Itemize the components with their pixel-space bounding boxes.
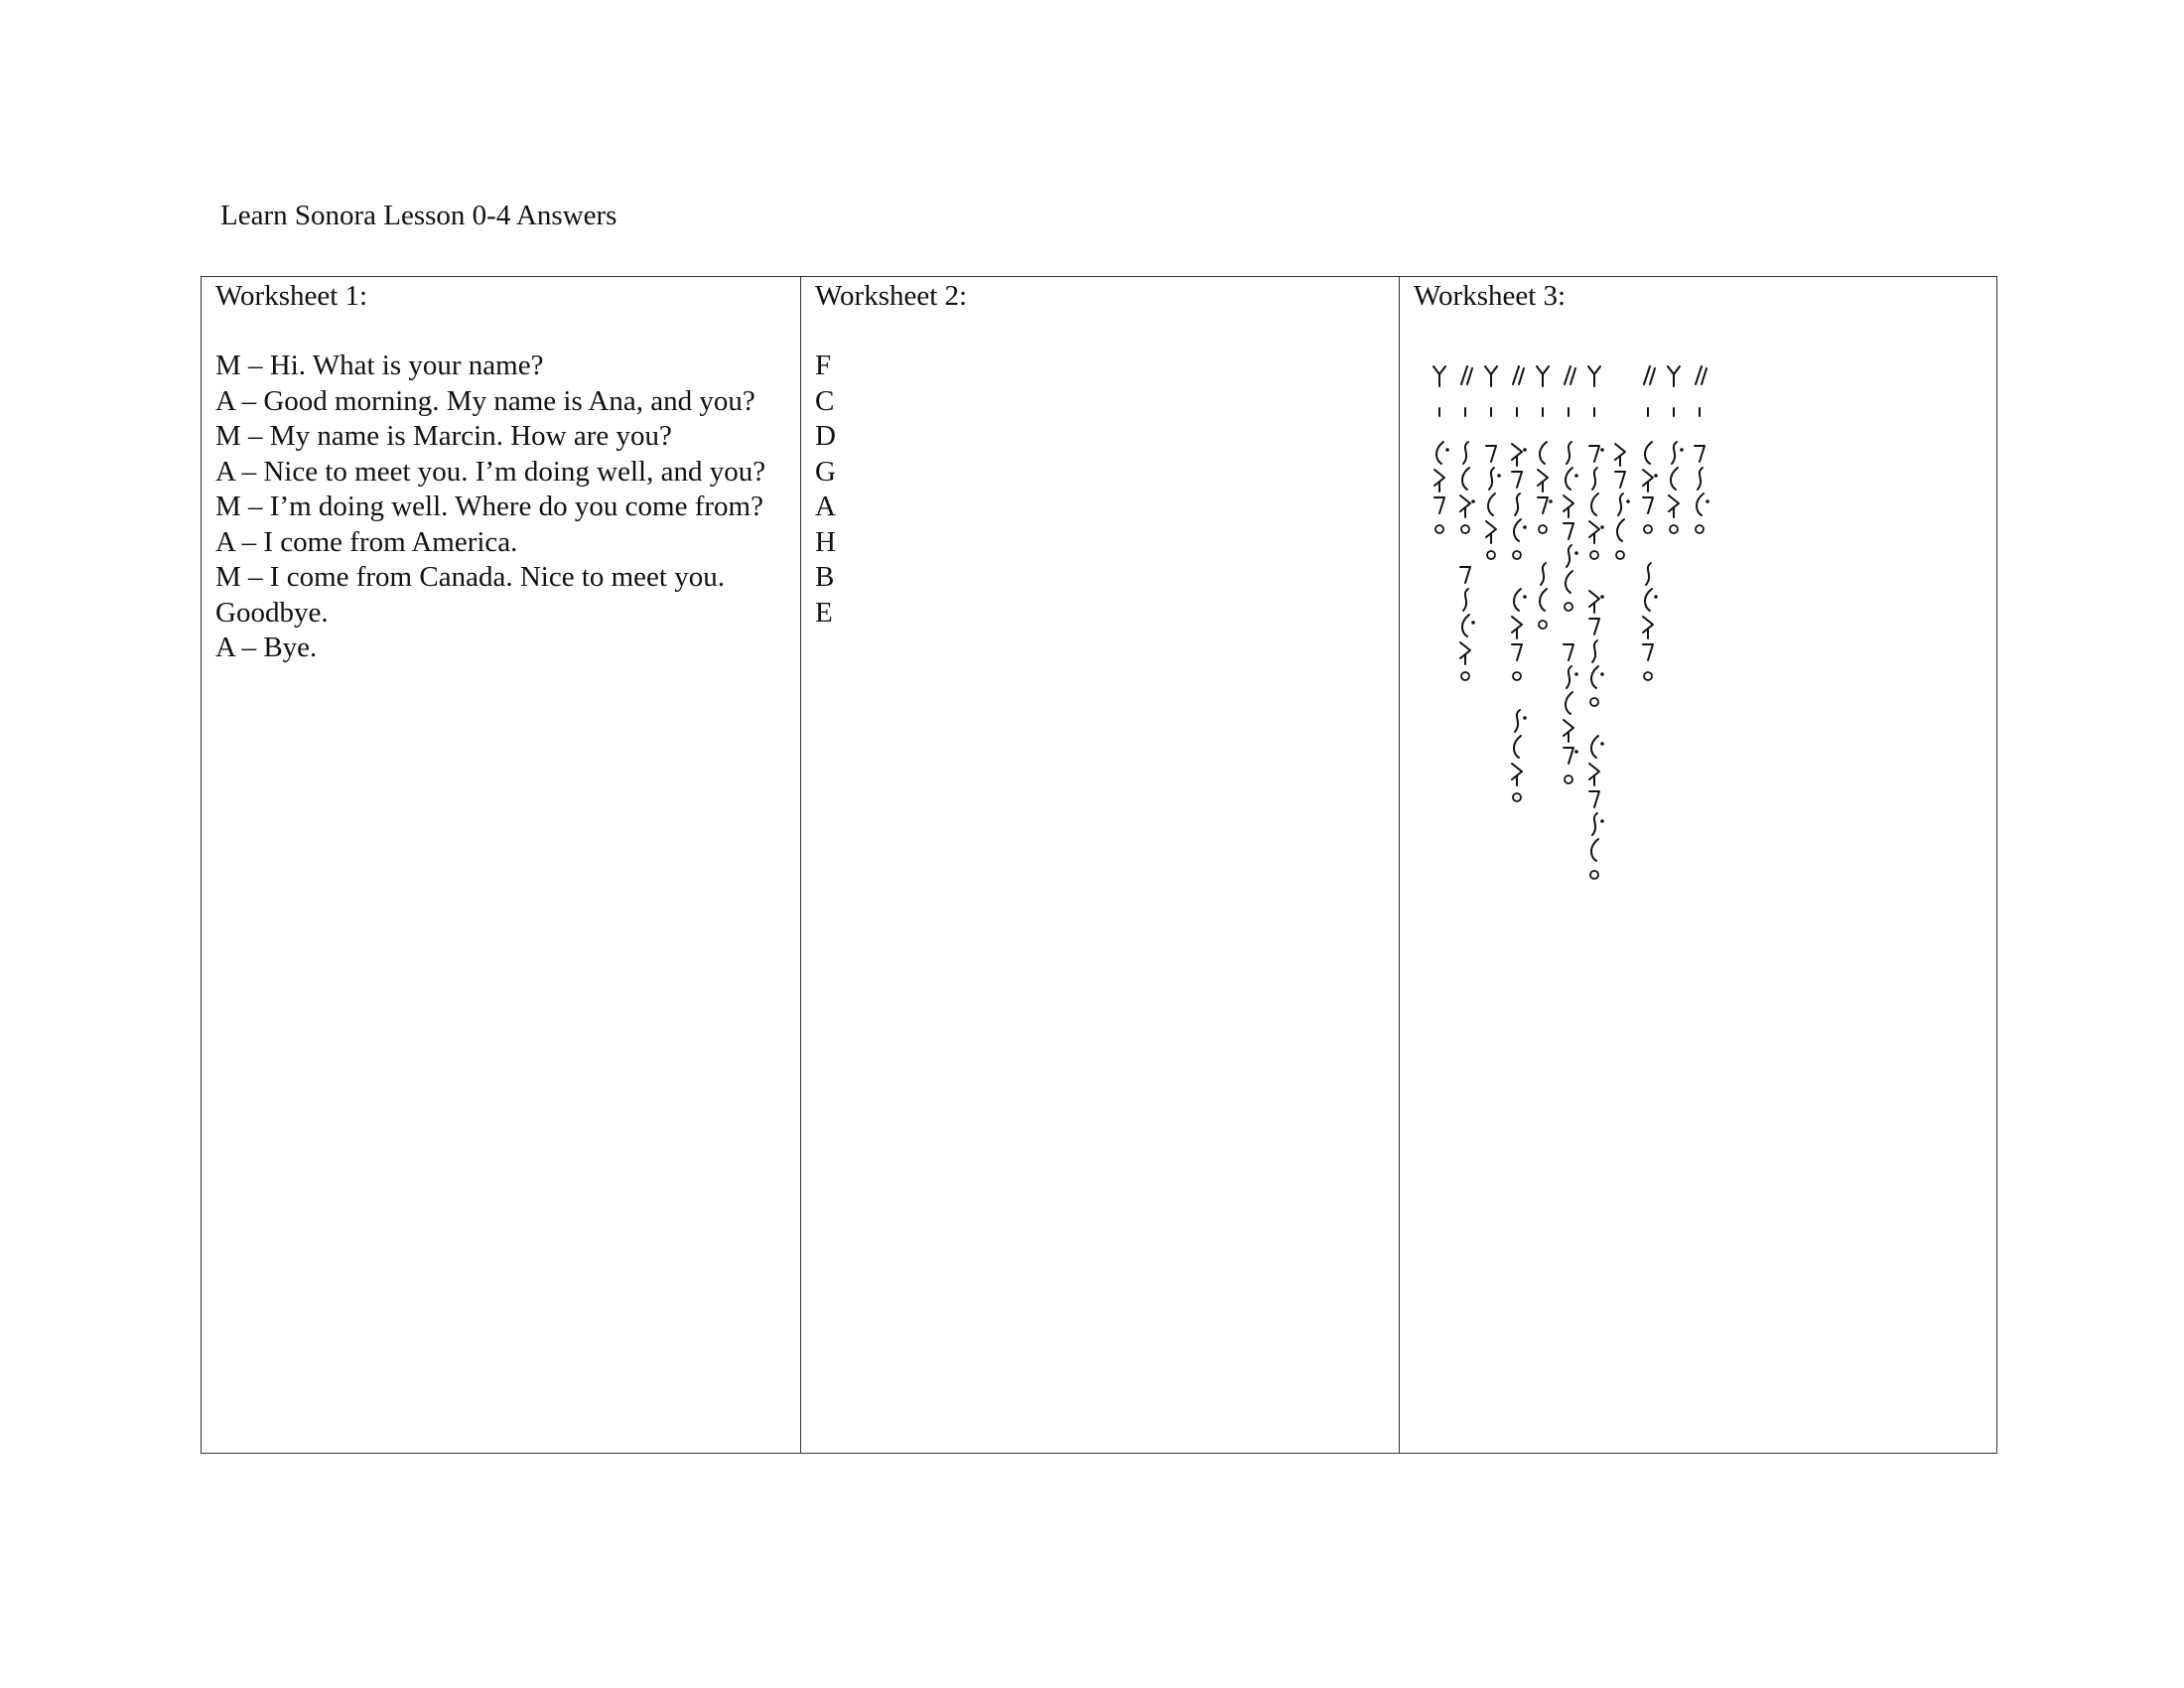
script-stroke — [1588, 366, 1600, 386]
script-stroke — [1591, 493, 1598, 515]
script-stroke — [1486, 521, 1496, 543]
dialogue-line: A – Nice to meet you. I’m doing well, and you? — [215, 455, 766, 488]
sonora-script-drawing — [1430, 364, 1846, 1377]
script-stroke — [1616, 551, 1624, 559]
worksheet-2-answers — [815, 349, 1385, 631]
script-stroke — [1523, 448, 1527, 452]
script-stroke — [1644, 672, 1652, 680]
worksheet-3-heading: Worksheet 3: — [1414, 280, 1567, 312]
script-stroke — [1540, 589, 1547, 611]
script-stroke — [1489, 468, 1494, 490]
script-stroke — [1436, 442, 1443, 464]
script-stroke — [1515, 710, 1520, 732]
document-title: Learn Sonora Lesson 0-4 Answers — [220, 200, 617, 231]
script-stroke — [1644, 366, 1655, 384]
script-stroke — [1564, 644, 1573, 660]
script-stroke — [1590, 698, 1598, 706]
script-stroke — [1617, 519, 1624, 541]
script-stroke — [1462, 468, 1469, 490]
script-stroke — [1567, 442, 1571, 464]
dialogue-line: A – Good morning. My name is Ana, and you? — [215, 384, 755, 417]
script-stroke — [1590, 551, 1598, 559]
script-stroke — [1485, 366, 1497, 386]
script-stroke — [1695, 446, 1705, 462]
script-stroke — [1461, 366, 1472, 384]
script-stroke — [1589, 521, 1599, 543]
script-stroke — [1541, 563, 1546, 585]
script-stroke — [1646, 563, 1651, 585]
dialogue-line: M – I’m doing well. Where do you come from? — [215, 491, 763, 522]
script-stroke — [1434, 497, 1444, 513]
script-stroke — [1643, 470, 1653, 492]
script-stroke — [1512, 764, 1522, 785]
script-stroke — [1523, 595, 1527, 599]
script-stroke — [1460, 642, 1470, 664]
script-stroke — [1643, 617, 1653, 638]
script-stroke — [1615, 472, 1625, 488]
script-stroke — [1523, 716, 1527, 720]
script-stroke — [1643, 497, 1653, 513]
script-stroke — [1515, 493, 1520, 515]
script-stroke — [1471, 621, 1475, 625]
script-stroke — [1445, 448, 1449, 452]
dialogue-line: A – I come from America. — [215, 525, 518, 558]
script-stroke — [1497, 474, 1501, 478]
script-stroke — [1645, 442, 1652, 464]
script-stroke — [1514, 519, 1521, 541]
worksheet-1-column — [202, 277, 800, 1453]
script-stroke — [1654, 474, 1658, 478]
script-stroke — [1564, 523, 1573, 539]
script-stroke — [1590, 871, 1598, 879]
script-stroke — [1574, 672, 1578, 676]
script-stroke — [1564, 720, 1573, 742]
answer-letter: G — [815, 455, 836, 488]
dialogue-line: M – I come from Canada. Nice to meet you. Goodbye. — [215, 561, 725, 629]
script-stroke — [1592, 640, 1597, 662]
script-stroke — [1600, 525, 1604, 529]
script-stroke — [1592, 468, 1597, 490]
script-stroke — [1539, 621, 1547, 629]
script-stroke — [1592, 813, 1597, 835]
worksheet-2-heading: Worksheet 2: — [815, 280, 968, 312]
script-stroke — [1463, 442, 1468, 464]
script-stroke — [1643, 644, 1653, 660]
script-stroke — [1462, 615, 1469, 636]
script-stroke — [1566, 692, 1572, 714]
script-stroke — [1538, 497, 1548, 513]
dialogue-line: M – My name is Marcin. How are you? — [215, 420, 672, 452]
script-stroke — [1512, 472, 1522, 488]
script-stroke — [1461, 672, 1469, 680]
worksheet-1-dialogue — [215, 349, 786, 666]
script-stroke — [1565, 366, 1575, 384]
script-stroke — [1434, 470, 1444, 492]
script-stroke — [1696, 525, 1704, 533]
script-stroke — [1654, 595, 1658, 599]
script-stroke — [1626, 499, 1630, 503]
script-stroke — [1600, 448, 1604, 452]
script-stroke — [1566, 468, 1572, 490]
script-stroke — [1591, 666, 1598, 688]
script-stroke — [1696, 366, 1706, 384]
script-stroke — [1523, 525, 1527, 529]
script-stroke — [1435, 525, 1443, 533]
script-stroke — [1487, 551, 1495, 559]
script-stroke — [1513, 366, 1524, 384]
script-stroke — [1567, 666, 1571, 688]
script-stroke — [1668, 366, 1680, 386]
worksheet-3-column — [1399, 277, 1996, 1453]
dialogue-line: M – Hi. What is your name? — [215, 350, 544, 381]
answer-letter: D — [815, 420, 836, 452]
answer-letter: A — [815, 491, 836, 522]
script-stroke — [1672, 442, 1677, 464]
answer-letter: E — [815, 596, 833, 629]
script-stroke — [1706, 499, 1709, 503]
script-stroke — [1513, 793, 1521, 801]
script-stroke — [1549, 499, 1553, 503]
sonora-script-svg — [1430, 364, 1846, 1377]
script-stroke — [1460, 495, 1470, 517]
script-stroke — [1513, 551, 1521, 559]
script-stroke — [1589, 446, 1599, 462]
script-stroke — [1564, 748, 1573, 764]
script-stroke — [1564, 495, 1573, 517]
script-stroke — [1589, 764, 1599, 785]
script-stroke — [1565, 603, 1572, 611]
script-stroke — [1486, 446, 1496, 462]
script-stroke — [1514, 589, 1521, 611]
answer-letter: C — [815, 384, 835, 417]
script-stroke — [1574, 551, 1578, 555]
script-stroke — [1697, 493, 1704, 515]
script-stroke — [1574, 750, 1578, 754]
script-stroke — [1463, 589, 1468, 611]
worksheet-table — [201, 276, 1997, 1454]
script-stroke — [1471, 499, 1475, 503]
script-stroke — [1538, 470, 1548, 492]
script-stroke — [1615, 444, 1625, 466]
script-stroke — [1567, 545, 1571, 567]
dialogue-line: A – Bye. — [215, 632, 318, 663]
script-stroke — [1591, 839, 1598, 861]
script-stroke — [1670, 525, 1678, 533]
script-stroke — [1461, 525, 1469, 533]
script-stroke — [1512, 617, 1522, 638]
script-stroke — [1433, 366, 1445, 386]
script-stroke — [1600, 595, 1604, 599]
script-stroke — [1488, 493, 1495, 515]
script-stroke — [1460, 567, 1470, 583]
script-stroke — [1600, 672, 1604, 676]
worksheet-1-heading: Worksheet 1: — [215, 280, 368, 312]
script-stroke — [1565, 775, 1572, 783]
worksheet-2-column — [800, 277, 1399, 1453]
script-stroke — [1589, 591, 1599, 613]
script-stroke — [1669, 495, 1679, 517]
answer-letter: B — [815, 561, 835, 593]
script-stroke — [1514, 736, 1521, 758]
script-stroke — [1698, 468, 1703, 490]
script-stroke — [1680, 448, 1684, 452]
script-stroke — [1600, 742, 1604, 746]
script-stroke — [1644, 525, 1652, 533]
script-stroke — [1645, 589, 1652, 611]
script-stroke — [1539, 525, 1547, 533]
script-stroke — [1540, 442, 1547, 464]
script-stroke — [1537, 366, 1549, 386]
script-stroke — [1513, 672, 1521, 680]
script-stroke — [1566, 571, 1572, 593]
script-stroke — [1589, 619, 1599, 634]
script-stroke — [1618, 493, 1623, 515]
script-stroke — [1600, 819, 1604, 823]
script-stroke — [1589, 791, 1599, 807]
script-stroke — [1512, 444, 1522, 466]
script-stroke — [1591, 736, 1598, 758]
script-stroke — [1671, 468, 1678, 490]
answer-letter: H — [815, 525, 836, 558]
answer-letter: F — [815, 350, 832, 381]
script-stroke — [1512, 644, 1522, 660]
script-stroke — [1574, 474, 1578, 478]
